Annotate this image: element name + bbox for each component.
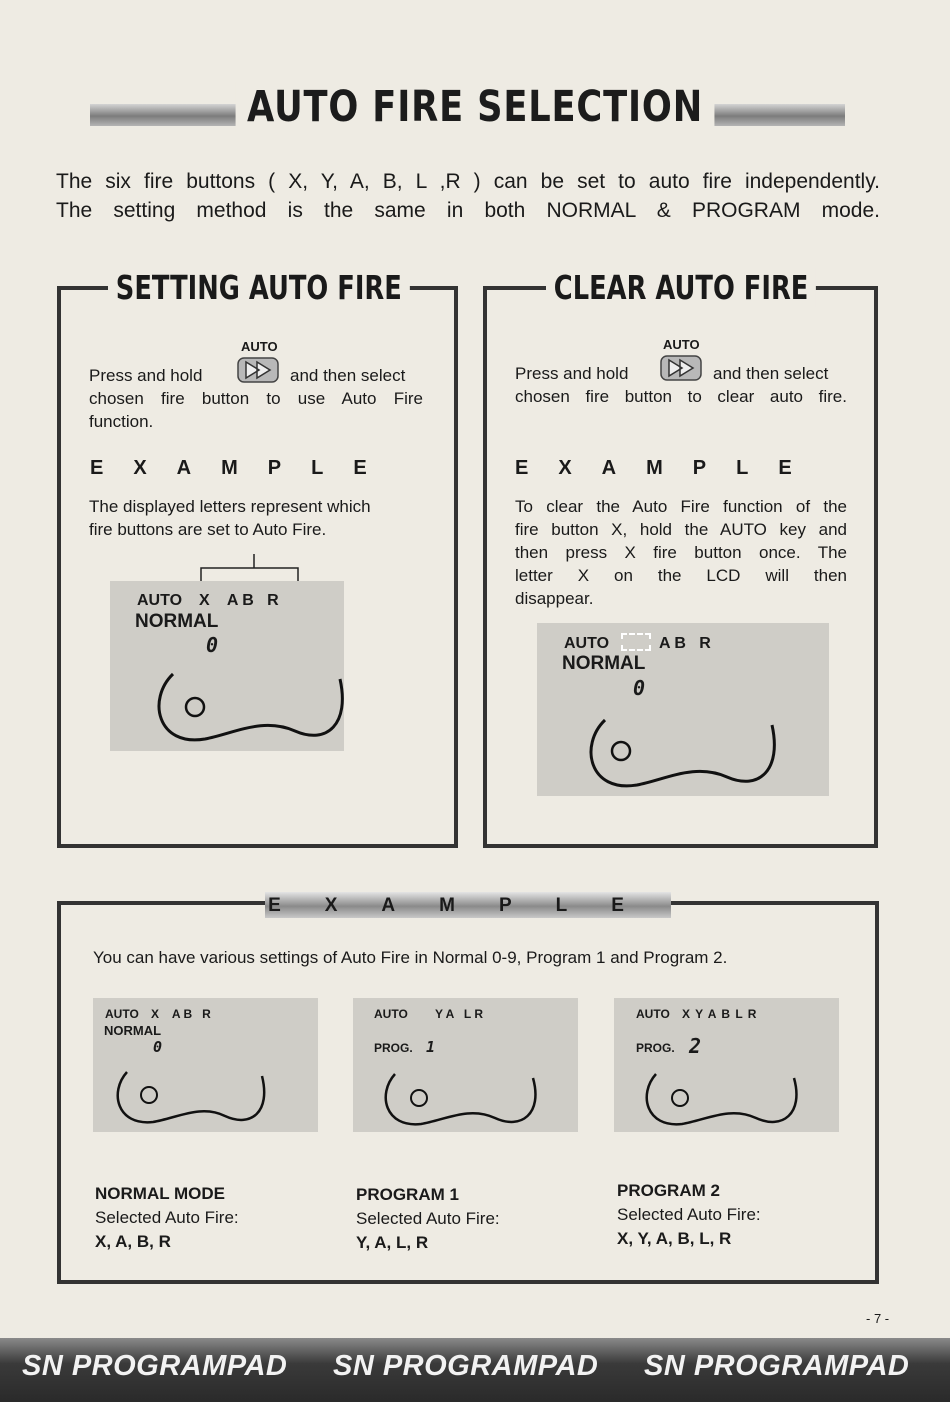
clear-example-line-3: then press X fire button once. The [515,543,847,562]
page-title: AUTO FIRE SELECTION [236,82,715,132]
controller-outline-icon [383,1070,543,1132]
lcd-digit: 0 [153,1038,163,1056]
caption-subtitle: Selected Auto Fire: [356,1209,500,1228]
lcd-mode: NORMAL [135,611,219,632]
clear-example-line-4: letter X on the LCD will then [515,566,847,585]
lcd-mode: PROG. [636,1041,675,1055]
page-number: - 7 - [866,1311,890,1326]
caption-title: PROGRAM 2 [617,1181,720,1200]
lcd-letters: A B R [659,635,711,652]
auto-fast-forward-icon [237,357,279,383]
lcd-mode: NORMAL [104,1023,162,1038]
setting-example-text-2: fire buttons are set to Auto Fire. [89,520,327,539]
lcd-digit: 2 [689,1034,702,1058]
auto-key-label: AUTO [663,337,700,352]
footer-brand-3: SN PROGRAMPAD [644,1350,910,1382]
lcd-auto-label: AUTO [374,1007,408,1021]
page-title-wrapper [0,82,950,132]
clear-line1-before: Press and hold [515,364,629,383]
lcd-digit: 0 [206,633,219,657]
lcd-digit: 1 [426,1038,436,1056]
program-1-caption [356,1183,500,1255]
lcd-letters: Y A L R [435,1007,484,1021]
clear-example-line-2: fire button X, hold the AUTO key and [515,520,847,539]
lcd-letters: X A B R [199,592,279,609]
clear-line1-after: and then select [713,364,829,383]
setting-example-label: EXAMPLE [90,457,397,479]
clear-example-label: EXAMPLE [515,457,822,479]
lcd-letters: X A B R [151,1007,211,1021]
caption-subtitle: Selected Auto Fire: [95,1208,239,1227]
caption-title: NORMAL MODE [95,1184,226,1203]
lcd-auto-label: AUTO [564,635,610,652]
example-banner-label: EXAMPLE [268,895,668,916]
intro-line-2: The setting method is the same in both NORMAL & PROGRAM mode. [56,199,880,222]
lcd-cleared-letter-box [621,633,651,651]
caption-value: X, A, B, R [95,1232,171,1251]
setting-line2: chosen fire button to use Auto Fire [89,389,423,408]
clear-lcd-display [537,623,829,796]
footer-brand-2: SN PROGRAMPAD [333,1350,599,1382]
normal-mode-lcd [93,998,318,1132]
program-1-lcd [353,998,578,1132]
setting-line1-after: and then select [290,366,406,385]
setting-lcd-display [110,581,344,751]
program-2-lcd [614,998,839,1132]
intro-paragraph [56,167,880,225]
example-banner-wrapper [265,895,671,917]
setting-example-text-1: The displayed letters represent which [89,497,371,516]
setting-line3: function. [89,412,154,431]
lcd-auto-label: AUTO [636,1007,670,1021]
clear-example-line-1: To clear the Auto Fire function of the [515,497,847,516]
lcd-digit: 0 [633,676,646,700]
auto-key-label: AUTO [241,339,278,354]
footer-brand-1: SN PROGRAMPAD [22,1350,288,1382]
example-intro: You can have various settings of Auto Fire in Normal 0-9, Program 1 and Program 2. [93,948,728,967]
caption-value: X, Y, A, B, L, R [617,1229,732,1248]
caption-title: PROGRAM 1 [356,1185,459,1204]
normal-mode-caption [95,1182,239,1254]
caption-subtitle: Selected Auto Fire: [617,1205,761,1224]
lcd-auto-label: AUTO [105,1007,139,1021]
clear-heading: CLEAR AUTO FIRE [546,268,816,307]
controller-outline-icon [644,1070,804,1132]
controller-outline-icon [587,715,782,795]
lcd-mode: PROG. [374,1041,413,1055]
lcd-mode: NORMAL [562,653,646,674]
program-2-caption [617,1179,761,1251]
footer-band [0,1338,950,1402]
clear-example-line-5: disappear. [515,589,594,608]
setting-line1-before: Press and hold [89,366,203,385]
caption-value: Y, A, L, R [356,1233,429,1252]
setting-heading: SETTING AUTO FIRE [108,268,410,307]
controller-outline-icon [155,669,350,749]
intro-line-1: The six fire buttons ( X, Y, A, B, L ,R ) can be set to auto fire independently. [56,170,880,193]
auto-fast-forward-icon [660,355,702,381]
controller-outline-icon [115,1068,270,1130]
clear-line2: chosen fire button to clear auto fire. [515,387,847,406]
lcd-auto-label: AUTO [137,592,183,609]
lcd-letters: X Y A B L R [682,1007,758,1021]
